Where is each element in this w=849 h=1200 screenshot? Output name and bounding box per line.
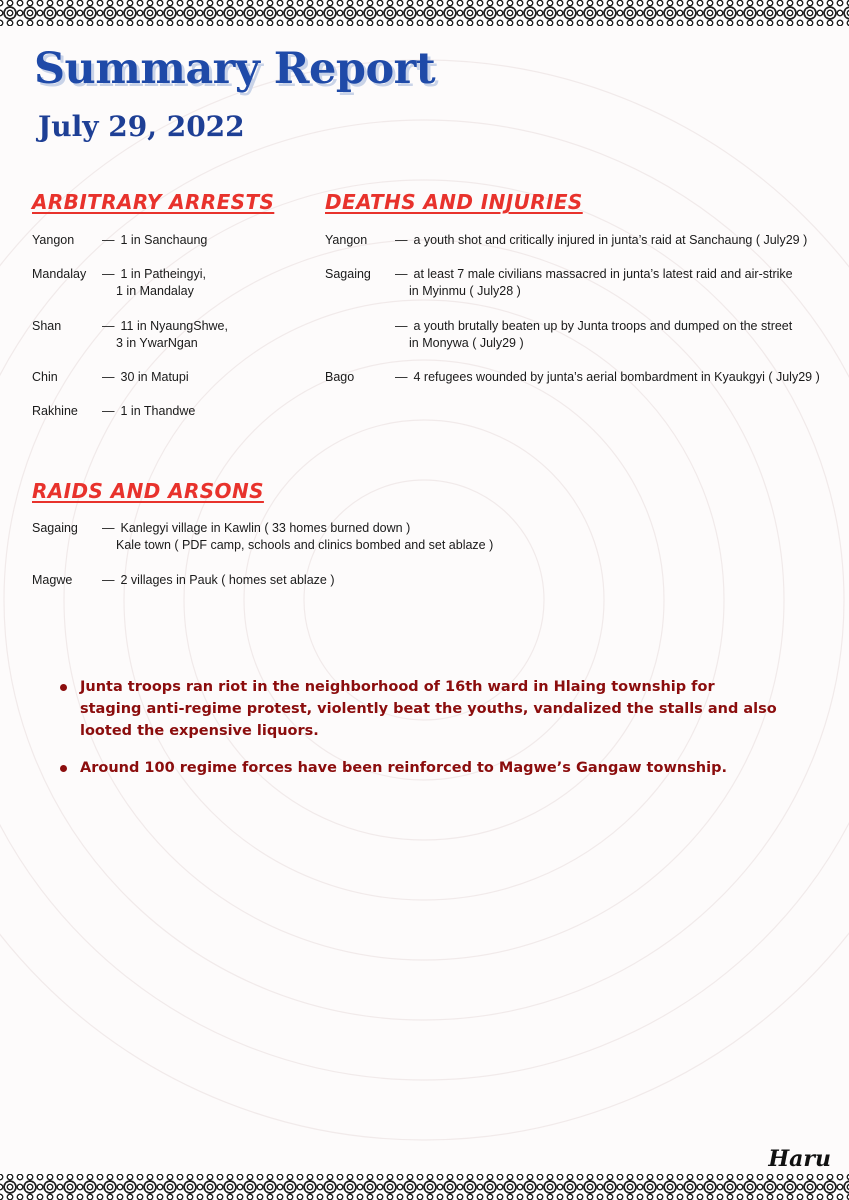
- death-region: Bago: [325, 370, 355, 384]
- arrests-heading: ARBITRARY ARRESTS: [32, 190, 275, 214]
- arrest-region: Chin: [32, 370, 58, 384]
- page-title: Summary Report: [34, 44, 436, 94]
- death-entry: — a youth brutally beaten up by Junta troops and dumped on the street in Monywa ( July29 ): [395, 319, 793, 350]
- decorative-border-top: [0, 0, 849, 26]
- arrest-region: Yangon: [32, 233, 75, 247]
- signature: Haru: [768, 1146, 831, 1172]
- arrest-region: Rakhine: [32, 404, 78, 418]
- death-entry: — at least 7 male civilians massacred in junta’s latest raid and air-strike in Myinmu ( July28 ): [395, 267, 793, 298]
- bullet-dot-icon: [60, 684, 67, 691]
- death-entry: — a youth shot and critically injured in junta’s raid at Sanchaung ( July29 ): [395, 233, 808, 247]
- report-date: July 29, 2022: [38, 110, 245, 143]
- arrest-region: Mandalay: [32, 267, 87, 281]
- arrest-entry: — 11 in NyaungShwe, 3 in YwarNgan: [102, 319, 228, 350]
- bullet-list: [58, 676, 778, 794]
- arrest-region: Shan: [32, 319, 62, 333]
- raid-region: Magwe: [32, 573, 73, 587]
- bullet-item: Junta troops ran riot in the neighborhood of 16th ward in Hlaing township for staging anti-regime protest, violently beat the youths, vandalized the stalls and also looted the expensive liquors.: [58, 676, 778, 742]
- deaths-heading: DEATHS AND INJURIES: [325, 190, 583, 214]
- death-region: Sagaing: [325, 267, 371, 281]
- arrest-entry: — 1 in Patheingyi, 1 in Mandalay: [102, 267, 206, 298]
- bullet-dot-icon: [60, 765, 67, 772]
- arrest-entry: — 1 in Sanchaung: [102, 233, 208, 247]
- death-entry: — 4 refugees wounded by junta’s aerial bombardment in Kyaukgyi ( July29 ): [395, 370, 820, 384]
- arrest-entry: — 1 in Thandwe: [102, 404, 196, 418]
- bullet-item: Around 100 regime forces have been reinforced to Magwe’s Gangaw township.: [58, 757, 778, 779]
- raids-heading: RAIDS AND ARSONS: [32, 479, 264, 503]
- raid-entry: — 2 villages in Pauk ( homes set ablaze ): [102, 573, 335, 587]
- arrest-entry: — 30 in Matupi: [102, 370, 189, 384]
- decorative-border-bottom: [0, 1174, 849, 1200]
- raid-entry: — Kanlegyi village in Kawlin ( 33 homes burned down ) Kale town ( PDF camp, schools and clinics bombed and set ablaze ): [102, 521, 494, 552]
- death-region: Yangon: [325, 233, 368, 247]
- raid-region: Sagaing: [32, 521, 78, 535]
